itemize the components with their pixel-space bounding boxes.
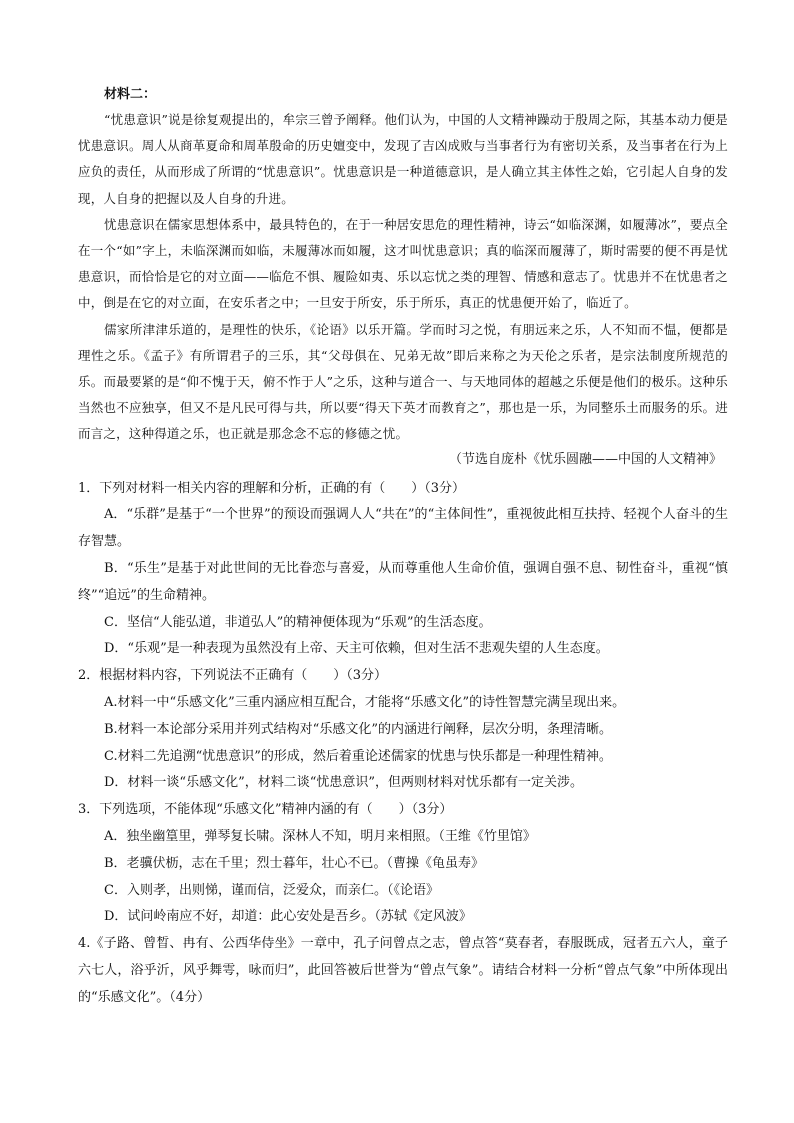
question-4 <box>78 931 728 1011</box>
question-option-b: B．老骥伏枥，志在千里；烈士暮年，壮心不已。（曹操《龟虽寿》 <box>104 855 485 871</box>
question-stem: 4.《子路、曾晳、冉有、公西华侍坐》一章中，孔子问曾点之志，曾点答“莫春者，春服既成，冠者五六人，童子六七人，浴乎沂，风乎舞雩，咏而归”，此回答被后世誉为“曾点气象”。请结合材料一分析“曾点气象”中所体现出的“乐感文化”。（4分） <box>78 936 728 1005</box>
material-source: （节选自庞朴《忧乐圆融——中国的人文精神》 <box>448 451 722 467</box>
question-1 <box>78 476 728 664</box>
question-option-d: D．试问岭南应不好，却道：此心安处是吾乡。（苏轼《定风波》 <box>104 909 472 925</box>
question-option-a: A．独坐幽篁里，弹琴复长啸。深林人不知，明月来相照。（王维《竹里馆》 <box>104 829 536 844</box>
question-option-c: C.材料二先追溯“忧患意识”的形成，然后着重论述儒家的忧患与快乐都是一种理性精神。 <box>104 748 612 764</box>
question-3 <box>78 797 728 931</box>
material-paragraph: “忧患意识”说是徐复观提出的，牟宗三曾予阐释。他们认为，中国的人文精神躁动于殷周之际，其基本动力便是忧患意识。周人从商革夏命和周革殷命的历史嬗变中，发现了吉凶成败与当事者行为有密切关系，及当事者在行为上应负的责任，从而形成了所谓的“忧患意识”。忧患意识是一种道德意识，是人确立其主体性之始，它引起人自身的发现，人自身的把握以及人自身的升进。 <box>78 112 728 206</box>
question-option-a: A.材料一中“乐感文化”三重内涵应相互配合，才能将“乐感文化”的诗性智慧完满呈现出来。 <box>104 695 626 711</box>
material-heading: 材料二： <box>104 87 157 102</box>
material-paragraph: 儒家所津津乐道的，是理性的快乐，《论语》以乐开篇。学而时习之悦，有朋远来之乐，人不知而不愠，便都是理性之乐。《孟子》有所谓君子的三乐，其“父母俱在、兄弟无故”即后来称之为天伦之乐者，是宗法制度所规范的乐。而最要紧的是“仰不愧于天，俯不怍于人”之乐，这种与道合一、与天地同体的超越之乐便是他们的极乐。这种乐当然也不应独享，但又不是凡民可得与共，所以要“得天下英才而教育之”，那也是一乐，为同整乐土而服务的乐。进而言之，这种得道之乐，也正就是那念念不忘的修德之忧。 <box>78 321 728 442</box>
question-option-c: C．入则孝，出则悌，谨而信，泛爱众，而亲仁。（《论语》 <box>104 882 439 898</box>
question-option-c: C．坚信“人能弘道，非道弘人”的精神便体现为“乐观”的生活态度。 <box>104 614 492 630</box>
question-option-d: D．材料一谈“乐感文化”，材料二谈“忧患意识”，但两则材料对忧乐都有一定关涉。 <box>104 775 584 791</box>
question-option-d: D．“乐观”是一种表现为虽然没有上帝、天主可依赖，但对生活不悲观失望的人生态度。 <box>104 641 609 657</box>
question-stem: 3．下列选项，不能体现“乐感文化”精神内涵的有（ ）（3分） <box>78 802 453 818</box>
question-2 <box>78 663 728 797</box>
question-option-b: B.材料一本论部分采用并列式结构对“乐感文化”的内涵进行阐释，层次分明，条理清晰。 <box>104 721 612 737</box>
question-option-a: A．“乐群”是基于“一个世界”的预设而强调人人“共在”的“主体间性”，重视彼此相互扶持、轻视个人奋斗的生存智慧。 <box>78 507 728 550</box>
material-paragraph: 忧患意识在儒家思想体系中，最具特色的，在于一种居安思危的理性精神，诗云“如临深渊，如履薄冰”，要点全在一个“如”字上，未临深渊而如临，未履薄冰而如履，这才叫忧患意识；真的临深而履薄了，斯时需要的便不再是忧患意识，而恰恰是它的对立面——临危不惧、履险如夷、乐以忘忧之类的理智、情感和意志了。忧患并不在忧患者之中，倒是在它的对立面，在安乐者之中；一旦安于所安，乐于所乐，真正的忧患便开始了，临近了。 <box>78 216 728 311</box>
question-stem: 1．下列对材料一相关内容的理解和分析，正确的有（ ）（3分） <box>78 480 466 496</box>
question-stem: 2．根据材料内容，下列说法不正确有（ ）（3分） <box>78 668 388 684</box>
document-content <box>78 84 728 1012</box>
question-option-b: B．“乐生”是基于对此世间的无比眷恋与喜爱，从而尊重他人生命价值，强调自强不息、韧性奋斗，重视“慎终”“追远”的生命精神。 <box>78 561 728 603</box>
